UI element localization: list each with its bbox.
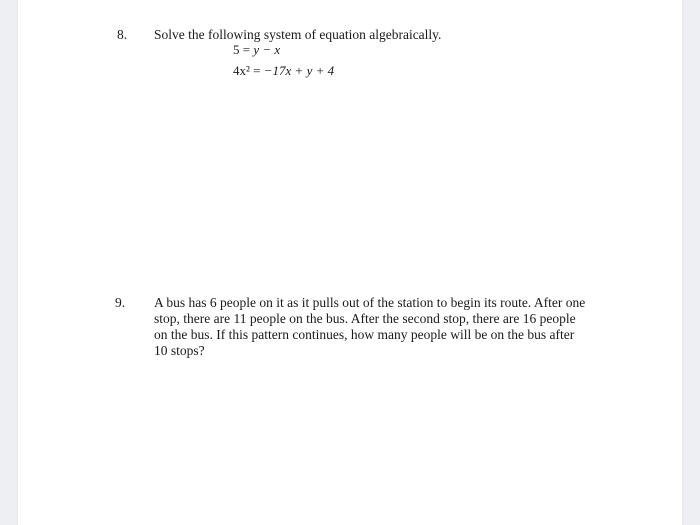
equation-2-lhs: 4x²	[233, 63, 250, 78]
equation-1: 5 = y − x	[233, 42, 281, 57]
worksheet-page	[18, 0, 682, 525]
equation-2: 4x² = −17x + y + 4	[233, 63, 335, 78]
question-9-prompt: A bus has 6 people on it as it pulls out of the station to begin its route. After one stop, there are 11 people on the bus. After the second stop, there are 16 people on the bus. If this pattern continues, how many people will be on the bus after 10 stops?	[154, 295, 586, 358]
question-8-prompt: Solve the following system of equation algebraically.	[154, 27, 442, 42]
question-9-number: 9.	[115, 295, 126, 310]
question-8-number: 8.	[117, 27, 128, 42]
equation-2-rhs: −17x + y + 4	[263, 63, 335, 78]
equation-1-lhs: 5	[233, 42, 240, 57]
equation-1-rhs: y − x	[253, 42, 281, 57]
